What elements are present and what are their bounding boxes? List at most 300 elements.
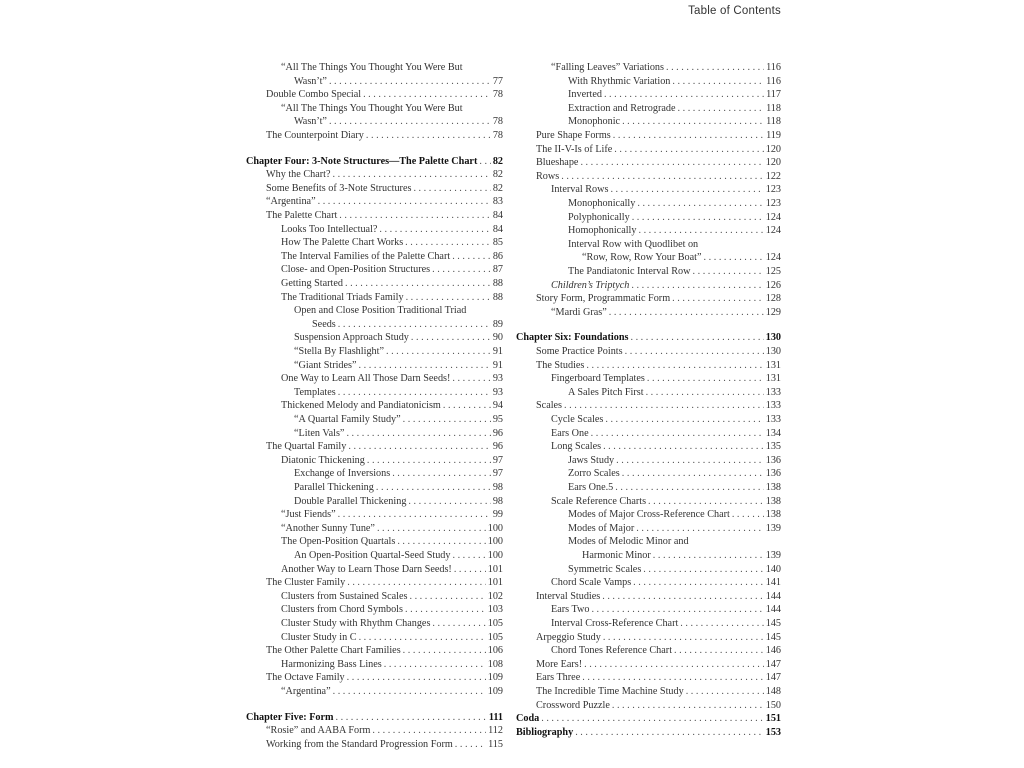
toc-entry-title: Bibliography bbox=[516, 727, 574, 738]
dot-leader bbox=[338, 318, 491, 332]
toc-entry-title: Scale Reference Charts bbox=[551, 496, 647, 507]
toc-page-number: 145 bbox=[765, 632, 781, 643]
toc-page-number: 153 bbox=[765, 727, 781, 738]
toc-entry bbox=[246, 631, 503, 645]
dot-leader bbox=[704, 251, 764, 265]
dot-leader bbox=[564, 399, 764, 413]
dot-leader bbox=[591, 427, 764, 441]
toc-page-number: 124 bbox=[765, 212, 781, 223]
toc-entry-title: The Palette Chart bbox=[266, 210, 338, 221]
toc-page-number: 84 bbox=[492, 224, 503, 235]
toc-entry-title: Interval Cross-Reference Chart bbox=[551, 618, 679, 629]
dot-leader bbox=[452, 372, 490, 386]
dot-leader bbox=[615, 481, 763, 495]
dot-leader bbox=[345, 277, 491, 291]
toc-entry-title: Double Combo Special bbox=[266, 89, 362, 100]
toc-entry-title: The Octave Family bbox=[266, 672, 345, 683]
dot-leader bbox=[452, 250, 491, 264]
toc-entry-title: The Open-Position Quartals bbox=[281, 536, 396, 547]
toc-entry bbox=[246, 454, 503, 468]
toc-entry-title: Getting Started bbox=[281, 278, 343, 289]
toc-entry-title: “Another Sunny Tune” bbox=[281, 523, 375, 534]
toc-entry-title: Cycle Scales bbox=[551, 414, 604, 425]
toc-entry bbox=[516, 238, 781, 252]
toc-page-number: 83 bbox=[492, 196, 503, 207]
toc-page-number: 136 bbox=[765, 468, 781, 479]
toc-entry-title: Monophonically bbox=[568, 198, 636, 209]
toc-entry-title: Story Form, Programmatic Form bbox=[536, 293, 671, 304]
toc-entry-title: Diatonic Thickening bbox=[281, 455, 365, 466]
toc-entry-title: Jaws Study bbox=[568, 455, 615, 466]
toc-page-number: 100 bbox=[487, 536, 503, 547]
toc-page-number: 91 bbox=[492, 346, 503, 357]
toc-entry-title: Seeds bbox=[312, 319, 336, 330]
toc-entry bbox=[246, 195, 503, 209]
toc-entry-title: Clusters from Chord Symbols bbox=[281, 604, 403, 615]
dot-leader bbox=[633, 576, 764, 590]
dot-leader bbox=[443, 399, 491, 413]
toc-entry bbox=[246, 658, 503, 672]
dot-leader bbox=[455, 738, 486, 752]
toc-page-number: 131 bbox=[765, 360, 781, 371]
toc-chapter-entry bbox=[516, 331, 781, 345]
toc-entry-title: “Falling Leaves” Variations bbox=[551, 62, 664, 73]
dot-leader bbox=[403, 644, 486, 658]
toc-page-number: 93 bbox=[492, 387, 503, 398]
toc-page-number: 139 bbox=[765, 523, 781, 534]
toc-entry bbox=[246, 291, 503, 305]
toc-entry bbox=[246, 440, 503, 454]
dot-leader bbox=[403, 413, 491, 427]
dot-leader bbox=[384, 658, 486, 672]
toc-page-number: 133 bbox=[765, 400, 781, 411]
toc-page-number: 136 bbox=[765, 455, 781, 466]
toc-page-number: 86 bbox=[492, 251, 503, 262]
toc-entry-title: Ears One bbox=[551, 428, 589, 439]
toc-page-number: 82 bbox=[492, 183, 503, 194]
toc-entry-title: Chapter Four: 3-Note Structures—The Palette Chart bbox=[246, 156, 478, 167]
toc-page-number: 148 bbox=[765, 686, 781, 697]
dot-leader bbox=[605, 413, 763, 427]
toc-entry bbox=[246, 102, 503, 116]
dot-leader bbox=[647, 372, 764, 386]
toc-entry bbox=[246, 304, 503, 318]
toc-page-number: 128 bbox=[765, 293, 781, 304]
toc-page-number: 141 bbox=[765, 577, 781, 588]
toc-entry bbox=[246, 603, 503, 617]
toc-entry-title: Working from the Standard Progression Form bbox=[266, 739, 453, 750]
toc-page-number: 78 bbox=[492, 130, 503, 141]
toc-entry-title: How The Palette Chart Works bbox=[281, 237, 404, 248]
dot-leader bbox=[693, 265, 764, 279]
toc-entry-title: Exchange of Inversions bbox=[294, 468, 391, 479]
toc-page-number: 118 bbox=[766, 103, 781, 114]
toc-page-number: 120 bbox=[765, 157, 781, 168]
toc-entry bbox=[516, 440, 781, 454]
toc-page-number: 89 bbox=[492, 319, 503, 330]
dot-leader bbox=[339, 209, 491, 223]
toc-entry bbox=[516, 183, 781, 197]
toc-entry bbox=[516, 102, 781, 116]
toc-page-number: 85 bbox=[492, 237, 503, 248]
dot-leader bbox=[630, 331, 763, 345]
dot-leader bbox=[363, 88, 491, 102]
toc-page-number: 88 bbox=[492, 278, 503, 289]
toc-page-number: 133 bbox=[765, 414, 781, 425]
dot-leader bbox=[616, 454, 764, 468]
toc-entry bbox=[246, 277, 503, 291]
dot-leader bbox=[584, 658, 764, 672]
toc-page-number: 151 bbox=[765, 713, 781, 724]
toc-entry bbox=[516, 88, 781, 102]
toc-entry-title: Blueshape bbox=[536, 157, 579, 168]
toc-entry-title: Another Way to Learn Those Darn Seeds! bbox=[281, 564, 452, 575]
toc-entry-title: Cluster Study with Rhythm Changes bbox=[281, 618, 431, 629]
dot-leader bbox=[580, 156, 763, 170]
toc-page-number: 135 bbox=[765, 441, 781, 452]
toc-entry bbox=[516, 658, 781, 672]
toc-page-number: 147 bbox=[765, 672, 781, 683]
toc-chapter-entry bbox=[246, 155, 503, 169]
toc-entry bbox=[516, 143, 781, 157]
dot-leader bbox=[392, 467, 491, 481]
toc-entry bbox=[246, 345, 503, 359]
toc-entry bbox=[246, 372, 503, 386]
toc-page-number: 105 bbox=[487, 632, 503, 643]
dot-leader bbox=[625, 345, 764, 359]
dot-leader bbox=[372, 724, 486, 738]
toc-page-number: 109 bbox=[487, 672, 503, 683]
toc-page-number: 131 bbox=[765, 373, 781, 384]
toc-entry-title: Arpeggio Study bbox=[536, 632, 601, 643]
toc-entry bbox=[516, 359, 781, 373]
toc-entry-title: “All The Things You Thought You Were But bbox=[281, 103, 463, 114]
toc-entry bbox=[516, 495, 781, 509]
dot-leader bbox=[586, 359, 763, 373]
toc-entry bbox=[516, 631, 781, 645]
dot-leader bbox=[452, 549, 485, 563]
toc-entry bbox=[516, 603, 781, 617]
toc-page-number: 118 bbox=[766, 116, 781, 127]
toc-entry bbox=[246, 250, 503, 264]
toc-entry bbox=[246, 549, 503, 563]
toc-entry-title: Inverted bbox=[568, 89, 602, 100]
toc-entry-title: Parallel Thickening bbox=[294, 482, 374, 493]
toc-entry bbox=[516, 279, 781, 293]
toc-entry bbox=[246, 671, 503, 685]
toc-entry-title: With Rhythmic Variation bbox=[568, 76, 671, 87]
toc-entry bbox=[246, 318, 503, 332]
dot-leader bbox=[329, 115, 491, 129]
dot-leader bbox=[631, 279, 763, 293]
dot-leader bbox=[541, 712, 764, 726]
toc-entry bbox=[516, 563, 781, 577]
dot-leader bbox=[646, 386, 764, 400]
toc-entry-title: Cluster Study in C bbox=[281, 632, 357, 643]
dot-leader bbox=[338, 386, 491, 400]
toc-entry-title: Open and Close Position Traditional Triad bbox=[294, 305, 467, 316]
toc-page-number: 119 bbox=[766, 130, 781, 141]
toc-entry bbox=[246, 263, 503, 277]
dot-leader bbox=[432, 617, 485, 631]
toc-entry bbox=[516, 699, 781, 713]
toc-entry-title: Ears Two bbox=[551, 604, 590, 615]
toc-entry bbox=[246, 738, 503, 752]
toc-entry bbox=[246, 359, 503, 373]
toc-entry-title: One Way to Learn All Those Darn Seeds! bbox=[281, 373, 451, 384]
toc-page-number: 93 bbox=[492, 373, 503, 384]
toc-entry-title: Pure Shape Forms bbox=[536, 130, 611, 141]
dot-leader bbox=[637, 197, 763, 211]
dot-leader bbox=[604, 88, 764, 102]
toc-entry bbox=[516, 481, 781, 495]
toc-entry bbox=[516, 671, 781, 685]
toc-entry bbox=[516, 129, 781, 143]
toc-page-number: 117 bbox=[766, 89, 781, 100]
toc-entry-title: The Other Palette Chart Families bbox=[266, 645, 401, 656]
dot-leader bbox=[686, 685, 764, 699]
toc-entry-title: Some Benefits of 3-Note Structures bbox=[266, 183, 412, 194]
toc-page-number: 116 bbox=[766, 62, 781, 73]
toc-entry-title: Chapter Six: Foundations bbox=[516, 332, 629, 343]
toc-page-number: 100 bbox=[487, 523, 503, 534]
toc-entry-title: The Interval Families of the Palette Chart bbox=[281, 251, 451, 262]
toc-entry bbox=[516, 386, 781, 400]
toc-page-number: 125 bbox=[765, 266, 781, 277]
toc-entry-title: “Mardi Gras” bbox=[551, 307, 607, 318]
toc-entry-title: Monophonic bbox=[568, 116, 621, 127]
toc-entry bbox=[246, 590, 503, 604]
toc-entry bbox=[246, 508, 503, 522]
toc-entry-title: Coda bbox=[516, 713, 540, 724]
dot-leader bbox=[367, 454, 491, 468]
dot-leader bbox=[406, 291, 491, 305]
toc-entry bbox=[516, 61, 781, 75]
dot-leader bbox=[359, 631, 486, 645]
toc-entry-title: Harmonizing Bass Lines bbox=[281, 659, 382, 670]
toc-entry-title: “Row, Row, Row Your Boat” bbox=[582, 252, 702, 263]
toc-entry-title: “Liten Vals” bbox=[294, 428, 345, 439]
toc-page-number: 144 bbox=[765, 591, 781, 602]
toc-entry bbox=[246, 115, 503, 129]
toc-page-number: 82 bbox=[492, 156, 503, 167]
dot-leader bbox=[411, 331, 491, 345]
dot-leader bbox=[561, 170, 764, 184]
toc-entry bbox=[246, 236, 503, 250]
toc-entry-title: “All The Things You Thought You Were But bbox=[281, 62, 463, 73]
toc-page-number: 78 bbox=[492, 89, 503, 100]
dot-leader bbox=[377, 522, 486, 536]
dot-leader bbox=[338, 508, 491, 522]
toc-page-number: 105 bbox=[487, 618, 503, 629]
toc-entry-title: A Sales Pitch First bbox=[568, 387, 644, 398]
toc-entry-title: Homophonically bbox=[568, 225, 637, 236]
toc-page-number: 138 bbox=[765, 509, 781, 520]
toc-page-number: 101 bbox=[487, 564, 503, 575]
toc-entry-title: Looks Too Intellectual? bbox=[281, 224, 378, 235]
toc-page-number: 146 bbox=[765, 645, 781, 656]
toc-entry bbox=[246, 168, 503, 182]
toc-page-number: 97 bbox=[492, 455, 503, 466]
dot-leader bbox=[610, 183, 763, 197]
dot-leader bbox=[636, 522, 764, 536]
toc-entry-title: Chord Scale Vamps bbox=[551, 577, 632, 588]
toc-entry bbox=[246, 481, 503, 495]
toc-entry-title: Wasn’t” bbox=[294, 76, 327, 87]
toc-page-number: 98 bbox=[492, 496, 503, 507]
dot-leader bbox=[609, 306, 764, 320]
toc-entry-title: Interval Row with Quodlibet on bbox=[568, 239, 699, 250]
dot-leader bbox=[575, 726, 764, 740]
toc-entry bbox=[246, 522, 503, 536]
toc-entry-title: Chapter Five: Form bbox=[246, 712, 334, 723]
dot-leader bbox=[479, 155, 490, 169]
toc-page-number: 140 bbox=[765, 564, 781, 575]
toc-page-number: 88 bbox=[492, 292, 503, 303]
dot-leader bbox=[732, 508, 764, 522]
dot-leader bbox=[409, 590, 485, 604]
dot-leader bbox=[638, 224, 763, 238]
toc-entry-title: Suspension Approach Study bbox=[294, 332, 409, 343]
toc-entry bbox=[246, 61, 503, 75]
toc-page-number: 112 bbox=[488, 725, 503, 736]
toc-entry bbox=[246, 182, 503, 196]
toc-page-number: 108 bbox=[487, 659, 503, 670]
toc-entry-title: Crossword Puzzle bbox=[536, 700, 610, 711]
toc-page-number: 138 bbox=[765, 496, 781, 507]
toc-entry bbox=[246, 617, 503, 631]
toc-entry-title: Interval Rows bbox=[551, 184, 609, 195]
toc-entry bbox=[516, 549, 781, 563]
dot-leader bbox=[614, 143, 763, 157]
toc-entry-title: Zorro Scales bbox=[568, 468, 620, 479]
toc-page-number: 96 bbox=[492, 441, 503, 452]
toc-entry bbox=[246, 467, 503, 481]
dot-leader bbox=[591, 603, 763, 617]
toc-entry-title: “Giant Strides” bbox=[294, 360, 357, 371]
toc-entry bbox=[516, 156, 781, 170]
toc-page-number: 134 bbox=[765, 428, 781, 439]
dot-leader bbox=[336, 711, 487, 725]
dot-leader bbox=[346, 427, 490, 441]
dot-leader bbox=[397, 535, 485, 549]
toc-page-number: 116 bbox=[766, 76, 781, 87]
dot-leader bbox=[653, 549, 764, 563]
toc-entry-title: “Stella By Flashlight” bbox=[294, 346, 384, 357]
dot-leader bbox=[613, 129, 764, 143]
toc-entry-title: Chord Tones Reference Chart bbox=[551, 645, 673, 656]
dot-leader bbox=[318, 195, 491, 209]
toc-entry bbox=[516, 644, 781, 658]
toc-entry bbox=[516, 251, 781, 265]
dot-leader bbox=[643, 563, 763, 577]
toc-entry bbox=[246, 495, 503, 509]
dot-leader bbox=[386, 345, 491, 359]
dot-leader bbox=[366, 129, 491, 143]
toc-entry bbox=[246, 563, 503, 577]
dot-leader bbox=[454, 563, 486, 577]
dot-leader bbox=[408, 495, 490, 509]
toc-entry bbox=[246, 223, 503, 237]
toc-entry bbox=[516, 224, 781, 238]
dot-leader bbox=[612, 699, 764, 713]
toc-page-number: 78 bbox=[492, 116, 503, 127]
toc-page-number: 130 bbox=[765, 332, 781, 343]
toc-entry bbox=[246, 724, 503, 738]
toc-entry-title: The II-V-Is of Life bbox=[536, 144, 613, 155]
toc-entry bbox=[516, 522, 781, 536]
toc-entry bbox=[516, 617, 781, 631]
toc-page-number: 123 bbox=[765, 198, 781, 209]
toc-page-number: 87 bbox=[492, 264, 503, 275]
dot-leader bbox=[632, 211, 764, 225]
running-head: Table of Contents bbox=[688, 5, 781, 17]
toc-entry bbox=[516, 413, 781, 427]
toc-entry-title: Symmetric Scales bbox=[568, 564, 642, 575]
dot-leader bbox=[333, 685, 486, 699]
toc-page-number: 139 bbox=[765, 550, 781, 561]
dot-leader bbox=[666, 61, 764, 75]
toc-page-number: 130 bbox=[765, 346, 781, 357]
toc-page-number: 84 bbox=[492, 210, 503, 221]
toc-page-number: 144 bbox=[765, 604, 781, 615]
toc-entry-title: The Traditional Triads Family bbox=[281, 292, 404, 303]
toc-page-number: 99 bbox=[492, 509, 503, 520]
dot-leader bbox=[376, 481, 491, 495]
toc-entry-title: Children’s Triptych bbox=[551, 280, 630, 291]
toc-entry bbox=[516, 75, 781, 89]
toc-page-number: 106 bbox=[487, 645, 503, 656]
toc-entry-title: Modes of Melodic Minor and bbox=[568, 536, 689, 547]
toc-entry-title: Clusters from Sustained Scales bbox=[281, 591, 408, 602]
toc-entry-title: Harmonic Minor bbox=[582, 550, 651, 561]
toc-entry-title: “Just Fiends” bbox=[281, 509, 336, 520]
toc-entry-title: Fingerboard Templates bbox=[551, 373, 645, 384]
dot-leader bbox=[379, 223, 490, 237]
toc-page-number: 100 bbox=[487, 550, 503, 561]
toc-entry-title: The Pandiatonic Interval Row bbox=[568, 266, 691, 277]
toc-page-number: 109 bbox=[487, 686, 503, 697]
toc-entry-title: An Open-Position Quartal-Seed Study bbox=[294, 550, 451, 561]
toc-entry bbox=[246, 75, 503, 89]
toc-entry bbox=[516, 197, 781, 211]
toc-entry-title: Extraction and Retrograde bbox=[568, 103, 676, 114]
toc-entry bbox=[246, 576, 503, 590]
toc-entry bbox=[246, 209, 503, 223]
toc-entry-title: Ears One.5 bbox=[568, 482, 614, 493]
toc-entry bbox=[246, 331, 503, 345]
toc-entry-title: Interval Studies bbox=[536, 591, 601, 602]
toc-page-number: 95 bbox=[492, 414, 503, 425]
dot-leader bbox=[347, 576, 485, 590]
toc-chapter-entry bbox=[516, 726, 781, 740]
toc-entry-title: Thickened Melody and Pandiatonicism bbox=[281, 400, 441, 411]
dot-leader bbox=[348, 440, 490, 454]
toc-entry-title: The Counterpoint Diary bbox=[266, 130, 364, 141]
toc-entry-title: “Rosie” and AABA Form bbox=[266, 725, 371, 736]
toc-entry bbox=[246, 129, 503, 143]
toc-page-number: 98 bbox=[492, 482, 503, 493]
toc-entry-title: Modes of Major bbox=[568, 523, 635, 534]
dot-leader bbox=[672, 292, 764, 306]
toc-entry bbox=[516, 292, 781, 306]
toc-entry-title: Wasn’t” bbox=[294, 116, 327, 127]
toc-entry bbox=[516, 508, 781, 522]
toc-page-number: 90 bbox=[492, 332, 503, 343]
toc-page-number: 102 bbox=[487, 591, 503, 602]
dot-leader bbox=[622, 467, 764, 481]
toc-entry-title: The Quartal Family bbox=[266, 441, 347, 452]
